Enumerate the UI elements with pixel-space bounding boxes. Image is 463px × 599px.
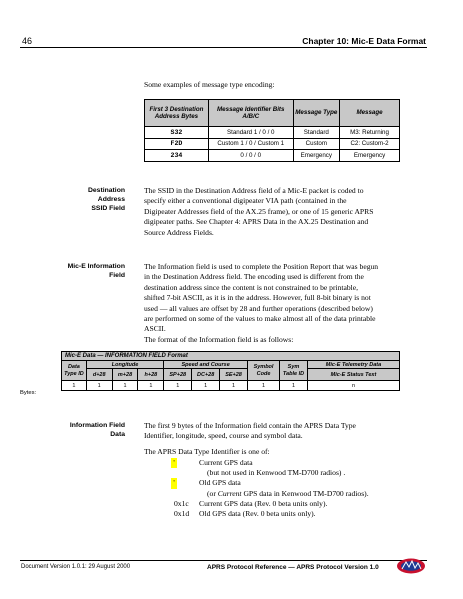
header-sym-table-id: Sym Table ID [280, 361, 308, 381]
data-type-list [144, 458, 414, 519]
list-item-note [144, 468, 414, 478]
table1-header: Message Identifier Bits A/B/C [208, 100, 293, 127]
byte-count-cell: 1 [62, 381, 87, 391]
table2-caption: Mic-E Data — INFORMATION FIELD Format [62, 352, 400, 361]
data-type-code: ' [171, 478, 177, 488]
footer-rule [20, 560, 427, 561]
byte-count-cell: 1 [280, 381, 308, 391]
subheader-cell: d+28 [86, 369, 112, 381]
header-longitude: Longitude [86, 361, 163, 369]
table-row [145, 150, 400, 162]
table1-cell: Custom [293, 138, 339, 150]
byte-count-cell: 1 [138, 381, 164, 391]
bytes-label: Bytes: [20, 390, 37, 396]
table-row [62, 381, 400, 391]
byte-count-cell: 1 [248, 381, 280, 391]
aprs-logo-icon [396, 557, 426, 575]
table1-header: Message [340, 100, 400, 127]
information-field-paragraph: The Information field is used to complete the Position Report that was begun in the Destination Address field. The encoding used is different from the destination address since the content is not constrained to be printable, shifted 7-bit ASCII, as it is in the address. However, full 8-bit binary is not used — all values are offset by 28 and further operations (described below) are performed on some of the values to make almost all of the data printable ASCII. [144, 262, 379, 334]
subheader-cell: DC+28 [192, 369, 220, 381]
data-type-note: (but not used in Kenwood TM-D700 radios) . [207, 468, 346, 478]
table1-header: First 3 Destination Address Bytes [145, 100, 209, 127]
page-number: 46 [22, 36, 33, 46]
list-item [144, 509, 414, 519]
list-item [144, 499, 414, 509]
table1-cell: Standard 1 / 0 / 0 [208, 127, 293, 139]
message-type-table [144, 99, 400, 162]
data-type-desc: Current GPS data (Rev. 0 beta units only). [199, 498, 328, 508]
subheader-cell: SE+28 [220, 369, 248, 381]
header-telemetry: Mic-E Telemetry Data [307, 361, 399, 369]
header-status-text: Mic-E Status Text [307, 369, 399, 381]
header-rule [20, 47, 427, 48]
table1-cell: 234 [145, 150, 209, 162]
data-type-desc: Old GPS data (Rev. 0 beta units only). [199, 508, 316, 518]
table1-cell: Emergency [340, 150, 400, 162]
format-intro: The format of the Information field is as follows: [144, 335, 294, 344]
header-speed-course: Speed and Course [164, 361, 248, 369]
subheader-cell: SP+28 [164, 369, 192, 381]
table1-cell: Standard [293, 127, 339, 139]
header-data-type-id: Data Type ID [62, 361, 87, 381]
table1-cell: Custom 1 / 0 / Custom 1 [208, 138, 293, 150]
section-label-destination-ssid: Destination Address SSID Field [87, 187, 125, 212]
protocol-reference: APRS Protocol Reference — APRS Protocol Version 1.0 [207, 564, 379, 571]
data-type-intro: The APRS Data Type Identifier is one of: [144, 447, 270, 456]
section-label-information-field: Mic-E Information Field [67, 263, 125, 279]
list-item [144, 458, 414, 468]
table1-cell: S32 [145, 127, 209, 139]
byte-count-cell: 1 [86, 381, 112, 391]
byte-count-cell: n [307, 381, 399, 391]
section-label-information-field-data: Information Field Data [69, 422, 125, 438]
intro-text: Some examples of message type encoding: [144, 80, 275, 89]
byte-count-cell: 1 [112, 381, 138, 391]
subheader-cell: h+28 [138, 369, 164, 381]
table1-cell: C2: Custom-2 [340, 138, 400, 150]
data-type-code: ' [171, 458, 177, 468]
list-item-note [144, 489, 414, 499]
document-version: Document Version 1.0.1: 29 August 2000 [21, 564, 131, 570]
information-field-format-table [61, 351, 400, 391]
subheader-cell: m+28 [112, 369, 138, 381]
table1-cell: 0 / 0 / 0 [208, 150, 293, 162]
data-type-desc: Current GPS data [199, 458, 253, 467]
data-type-desc: Old GPS data [199, 478, 241, 488]
table1-cell: F2D [145, 138, 209, 150]
table-row [145, 127, 400, 139]
byte-count-cell: 1 [220, 381, 248, 391]
byte-count-cell: 1 [192, 381, 220, 391]
table-row [145, 138, 400, 150]
header-symbol-code: Symbol Code [248, 361, 280, 381]
data-type-code: 0x1c [174, 498, 189, 508]
table1-cell: Emergency [293, 150, 339, 162]
list-item [144, 478, 414, 488]
data-type-code: 0x1d [174, 508, 190, 518]
data-type-note: (or Current GPS data in Kenwood TM-D700 radios). [207, 488, 369, 498]
information-field-data-paragraph: The first 9 bytes of the Information field contain the APRS Data Type Identifier, longitude, speed, course and symbol data. [144, 421, 356, 441]
byte-count-cell: 1 [164, 381, 192, 391]
table1-header: Message Type [293, 100, 339, 127]
destination-ssid-paragraph: The SSID in the Destination Address field of a Mic-E packet is coded to specify either a conventional digipeater VIA path (contained in the Digipeater Addresses field of the AX.25 frame), or one of 15 generic APRS digipeater paths. See Chapter 4: APRS Data in the AX.25 Destination and Source Address Fields. [144, 186, 374, 237]
table1-cell: M3: Returning [340, 127, 400, 139]
chapter-title: Chapter 10: Mic-E Data Format [302, 36, 426, 46]
